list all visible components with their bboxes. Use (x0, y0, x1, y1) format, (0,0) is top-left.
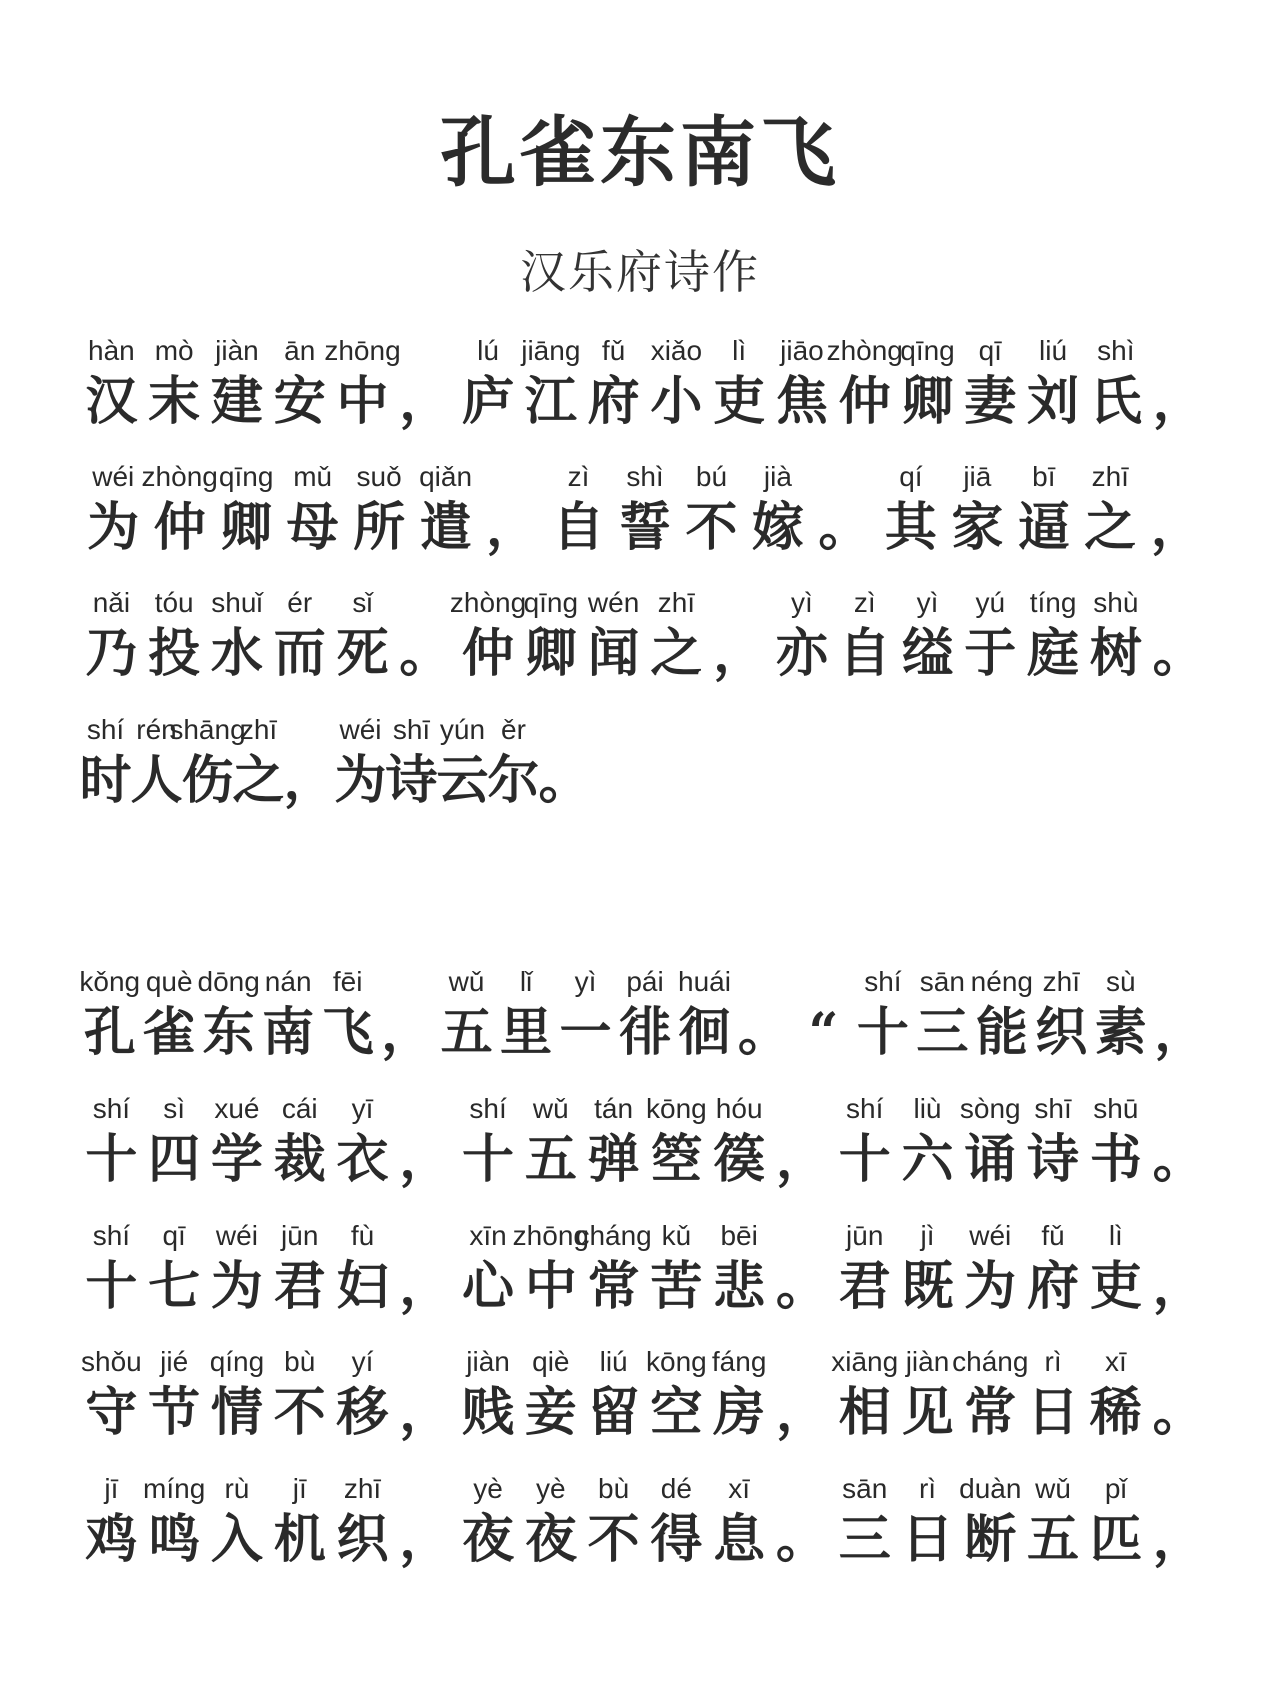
hanzi-character: 君 (838, 1256, 891, 1317)
pinyin-annotation: lì (1108, 1220, 1123, 1251)
pinyin-annotation: zhòng (141, 461, 218, 492)
pinyin-annotation: míng (143, 1473, 206, 1504)
punctuation-mark: 。 (818, 497, 871, 558)
pinyin-annotation: zì (567, 461, 590, 492)
poem-line (80, 714, 590, 824)
pinyin-annotation: mò (154, 335, 194, 366)
hanzi-character: 闻 (587, 623, 640, 684)
pinyin-annotation: dōng (197, 966, 260, 997)
hanzi-character: 节 (148, 1382, 201, 1443)
pinyin-annotation: nán (264, 966, 312, 997)
hanzi-character: 雀 (143, 1002, 196, 1063)
pinyin-annotation: bú (695, 461, 728, 492)
hanzi-character: 自 (838, 623, 891, 684)
hanzi-character: 常 (587, 1256, 640, 1317)
hanzi-character: 嫁 (751, 497, 804, 558)
page-title: 孔雀东南飞 (440, 108, 840, 197)
hanzi-character: 夜 (462, 1509, 515, 1570)
hanzi-character: 伤 (181, 750, 234, 811)
punctuation-mark: ， (381, 1002, 434, 1063)
pinyin-annotation: zhī (343, 1473, 382, 1504)
hanzi-character: 焦 (775, 371, 828, 432)
pinyin-annotation: zhī (657, 587, 696, 618)
hanzi-character: 逼 (1017, 497, 1070, 558)
pinyin-annotation: qīng (218, 461, 274, 492)
pinyin-annotation: jī (292, 1473, 307, 1504)
hanzi-character: 妾 (524, 1382, 577, 1443)
poem-line (80, 1093, 1210, 1203)
pinyin-annotation: jiàn (215, 335, 259, 366)
hanzi-character: 三 (916, 1002, 969, 1063)
hanzi-character: 孔 (83, 1002, 136, 1063)
hanzi-character: 人 (130, 750, 183, 811)
pinyin-annotation: yè (473, 1473, 503, 1504)
hanzi-character: 末 (148, 371, 201, 432)
pinyin-annotation: kōng (646, 1346, 707, 1377)
punctuation-mark: 。 (538, 750, 591, 811)
hanzi-character: 房 (713, 1382, 766, 1443)
punctuation-mark: ， (1150, 497, 1203, 558)
hanzi-character: 里 (500, 1002, 553, 1063)
hanzi-character: 断 (964, 1509, 1017, 1570)
pinyin-annotation: kōng (646, 1093, 707, 1124)
pinyin-annotation: xué (214, 1093, 260, 1124)
punctuation-mark: ， (399, 1129, 452, 1190)
pinyin-annotation: lú (477, 335, 499, 366)
pinyin-annotation: fù (350, 1220, 375, 1251)
pinyin-annotation: qiǎn (419, 461, 473, 492)
hanzi-character: 刘 (1027, 371, 1080, 432)
hanzi-character: 十 (85, 1129, 138, 1190)
hanzi-character: 织 (336, 1509, 389, 1570)
hanzi-character: 守 (85, 1382, 138, 1443)
hanzi-character: 日 (1027, 1382, 1080, 1443)
hanzi-character: 情 (210, 1382, 263, 1443)
hanzi-character: 小 (650, 371, 703, 432)
pinyin-annotation: liú (599, 1346, 628, 1377)
hanzi-character: 不 (587, 1509, 640, 1570)
hanzi-character: 于 (964, 623, 1017, 684)
pinyin-annotation: lǐ (519, 966, 533, 997)
pinyin-annotation: fǔ (1041, 1220, 1065, 1251)
hanzi-character: 五 (440, 1002, 493, 1063)
pinyin-annotation: sì (163, 1093, 186, 1124)
pinyin-annotation: shǒu (81, 1346, 142, 1377)
hanzi-character: 庐 (462, 371, 515, 432)
hanzi-character: 卿 (901, 371, 954, 432)
hanzi-character: 之 (1084, 497, 1137, 558)
pinyin-annotation: yì (916, 587, 939, 618)
hanzi-character: 妇 (336, 1256, 389, 1317)
hanzi-character: 家 (951, 497, 1004, 558)
pinyin-annotation: xī (728, 1473, 751, 1504)
pinyin-annotation: nǎi (92, 587, 131, 618)
pinyin-annotation: wǔ (532, 1093, 569, 1124)
hanzi-character: 亦 (775, 623, 828, 684)
hanzi-character: 机 (273, 1509, 326, 1570)
pinyin-annotation: jiāng (521, 335, 581, 366)
pinyin-annotation: tóu (154, 587, 194, 618)
pinyin-annotation: wǔ (448, 966, 485, 997)
hanzi-character: 入 (210, 1509, 263, 1570)
pinyin-annotation: jūn (281, 1220, 319, 1251)
hanzi-character: 织 (1035, 1002, 1088, 1063)
pinyin-annotation: zhòng (826, 335, 903, 366)
hanzi-character: 空 (650, 1382, 703, 1443)
hanzi-character: 贱 (462, 1382, 515, 1443)
hanzi-character: 为 (334, 750, 387, 811)
hanzi-character: 衣 (336, 1129, 389, 1190)
pinyin-annotation: shí (92, 1093, 131, 1124)
hanzi-character: 十 (462, 1129, 515, 1190)
punctuation-mark: ， (399, 1256, 452, 1317)
hanzi-character: 五 (1027, 1509, 1080, 1570)
hanzi-character: 仲 (462, 623, 515, 684)
hanzi-character: 相 (838, 1382, 891, 1443)
pinyin-annotation: néng (970, 966, 1033, 997)
hanzi-character: 云 (436, 750, 489, 811)
hanzi-character: 府 (1027, 1256, 1080, 1317)
punctuation-mark: ， (1152, 1256, 1205, 1317)
pinyin-annotation: zhī (1042, 966, 1080, 997)
hanzi-character: 素 (1094, 1002, 1147, 1063)
pinyin-annotation: jié (160, 1346, 189, 1377)
hanzi-character: 为 (964, 1256, 1017, 1317)
pinyin-annotation: bù (598, 1473, 630, 1504)
hanzi-character: 六 (901, 1129, 954, 1190)
punctuation-mark: 。 (399, 623, 452, 684)
pinyin-annotation: qíng (209, 1346, 265, 1377)
pinyin-annotation: fēi (332, 966, 363, 997)
punctuation-mark: ， (1152, 1509, 1205, 1570)
hanzi-character: 投 (148, 623, 201, 684)
hanzi-character: 而 (273, 623, 326, 684)
pinyin-annotation: jì (920, 1220, 935, 1251)
punctuation-mark: ， (486, 497, 539, 558)
pinyin-annotation: sòng (959, 1093, 1021, 1124)
pinyin-annotation: rì (918, 1473, 937, 1504)
hanzi-character: 尔 (487, 750, 540, 811)
pinyin-annotation: shí (92, 1220, 131, 1251)
punctuation-mark: ， (399, 1382, 452, 1443)
hanzi-character: 三 (838, 1509, 891, 1570)
hanzi-character: 稀 (1089, 1382, 1142, 1443)
page-subtitle: 汉乐府诗作 (520, 245, 760, 299)
hanzi-character: 树 (1089, 623, 1142, 684)
pinyin-annotation: qī (978, 335, 1002, 366)
pinyin-annotation: jiàn (466, 1346, 510, 1377)
hanzi-character: 不 (273, 1382, 326, 1443)
pinyin-annotation: bēi (720, 1220, 758, 1251)
pinyin-annotation: rén (136, 714, 177, 745)
pinyin-annotation: xī (1104, 1346, 1127, 1377)
pinyin-annotation: shù (1093, 587, 1139, 618)
pinyin-annotation: liú (1039, 335, 1068, 366)
hanzi-character: 南 (262, 1002, 315, 1063)
pinyin-annotation: wéi (339, 714, 382, 745)
pinyin-annotation: fáng (711, 1346, 767, 1377)
pinyin-annotation: tán (594, 1093, 634, 1124)
pinyin-annotation: wéi (969, 1220, 1012, 1251)
hanzi-character: 时 (79, 750, 132, 811)
pinyin-annotation: shū (1093, 1093, 1139, 1124)
hanzi-character: 氏 (1089, 371, 1142, 432)
pinyin-annotation: qí (899, 461, 923, 492)
pinyin-annotation: qīng (523, 587, 579, 618)
pinyin-annotation: huái (678, 966, 731, 997)
punctuation-mark: 。 (737, 1002, 790, 1063)
poem-line (80, 1473, 1210, 1583)
pinyin-annotation: yī (351, 1093, 374, 1124)
hanzi-character: 江 (524, 371, 577, 432)
pinyin-annotation: yú (975, 587, 1006, 618)
pinyin-annotation: bī (1032, 461, 1056, 492)
hanzi-character: 不 (685, 497, 738, 558)
punctuation-mark: ， (283, 750, 336, 811)
pinyin-annotation: xīn (469, 1220, 507, 1251)
hanzi-character: 飞 (321, 1002, 374, 1063)
hanzi-character: 苦 (650, 1256, 703, 1317)
pinyin-annotation: mǔ (293, 461, 333, 492)
pinyin-annotation: liù (913, 1093, 942, 1124)
pinyin-annotation: wéi (92, 461, 135, 492)
pinyin-annotation: jià (763, 461, 792, 492)
pinyin-annotation: shuǐ (211, 587, 263, 618)
pinyin-annotation: wén (587, 587, 640, 618)
punctuation-mark: 。 (1152, 623, 1205, 684)
hanzi-character: 悲 (713, 1256, 766, 1317)
hanzi-character: 之 (232, 750, 285, 811)
pinyin-annotation: yì (574, 966, 597, 997)
pinyin-annotation: zhōng (512, 1220, 589, 1251)
hanzi-character: 篌 (713, 1129, 766, 1190)
pinyin-annotation: duàn (959, 1473, 1022, 1504)
pinyin-annotation: ěr (501, 714, 526, 745)
hanzi-character: 诵 (964, 1129, 1017, 1190)
pinyin-annotation: yún (439, 714, 486, 745)
pinyin-annotation: zì (853, 587, 876, 618)
hanzi-character: 鸡 (85, 1509, 138, 1570)
punctuation-mark: “ (808, 1002, 839, 1063)
hanzi-character: 君 (273, 1256, 326, 1317)
pinyin-annotation: wǔ (1035, 1473, 1071, 1504)
hanzi-character: 所 (353, 497, 406, 558)
poem-line (80, 966, 1210, 1076)
pinyin-annotation: tíng (1029, 587, 1077, 618)
punctuation-mark: ， (775, 1129, 828, 1190)
punctuation-mark: ， (713, 623, 766, 684)
hanzi-character: 缢 (901, 623, 954, 684)
pinyin-annotation: ér (287, 587, 313, 618)
pinyin-annotation: sān (842, 1473, 888, 1504)
pinyin-annotation: yí (351, 1346, 374, 1377)
hanzi-character: 诗 (1027, 1129, 1080, 1190)
hanzi-character: 常 (964, 1382, 1017, 1443)
pinyin-annotation: jī (104, 1473, 119, 1504)
hanzi-character: 安 (273, 371, 326, 432)
hanzi-character: 日 (901, 1509, 954, 1570)
hanzi-character: 十 (856, 1002, 909, 1063)
pinyin-annotation: qiè (532, 1346, 570, 1377)
hanzi-character: 吏 (1089, 1256, 1142, 1317)
hanzi-character: 其 (884, 497, 937, 558)
hanzi-character: 移 (336, 1382, 389, 1443)
hanzi-character: 为 (210, 1256, 263, 1317)
hanzi-character: 既 (901, 1256, 954, 1317)
hanzi-character: 箜 (650, 1129, 703, 1190)
hanzi-character: 之 (650, 623, 703, 684)
pinyin-annotation: pǐ (1104, 1473, 1127, 1504)
pinyin-annotation: sān (919, 966, 965, 997)
pinyin-annotation: shí (846, 1093, 884, 1124)
pinyin-annotation: sù (1105, 966, 1136, 997)
punctuation-mark: ， (1152, 371, 1205, 432)
pinyin-annotation: jiāo (780, 335, 824, 366)
poem-line (80, 335, 1210, 445)
hanzi-character: 庭 (1027, 623, 1080, 684)
hanzi-character: 学 (210, 1129, 263, 1190)
pinyin-annotation: xiāng (831, 1346, 899, 1377)
pinyin-annotation: zhī (239, 714, 278, 745)
poem-line (80, 461, 1210, 571)
hanzi-character: 弹 (587, 1129, 640, 1190)
pinyin-annotation: qīng (900, 335, 955, 366)
pinyin-annotation: sǐ (352, 587, 373, 618)
hanzi-character: 死 (336, 623, 389, 684)
pinyin-annotation: yè (536, 1473, 566, 1504)
hanzi-character: 汉 (85, 371, 138, 432)
pinyin-annotation: rù (224, 1473, 250, 1504)
pinyin-annotation: zhī (1091, 461, 1129, 492)
hanzi-character: 誓 (618, 497, 672, 558)
pinyin-annotation: cái (281, 1093, 318, 1124)
hanzi-character: 鸣 (148, 1509, 201, 1570)
hanzi-character: 十 (838, 1129, 891, 1190)
hanzi-character: 东 (202, 1002, 255, 1063)
pinyin-annotation: cháng (575, 1220, 652, 1251)
hanzi-character: 水 (210, 623, 263, 684)
hanzi-character: 诗 (385, 750, 438, 811)
punctuation-mark: ， (399, 1509, 452, 1570)
hanzi-character: 徘 (618, 1002, 672, 1063)
pinyin-annotation: pái (626, 966, 664, 997)
punctuation-mark: ， (775, 1382, 828, 1443)
hanzi-character: 府 (587, 371, 640, 432)
hanzi-character: 四 (148, 1129, 201, 1190)
hanzi-character: 中 (524, 1256, 577, 1317)
hanzi-character: 乃 (85, 623, 138, 684)
pinyin-annotation: cháng (952, 1346, 1029, 1377)
pinyin-annotation: shī (1034, 1093, 1072, 1124)
poem-line (80, 1346, 1210, 1456)
hanzi-character: 卿 (220, 497, 273, 558)
hanzi-character: 仲 (153, 497, 206, 558)
pinyin-annotation: jiā (963, 461, 992, 492)
pinyin-annotation: jiàn (905, 1346, 950, 1377)
hanzi-character: 中 (336, 371, 389, 432)
hanzi-character: 七 (148, 1256, 201, 1317)
poem-line (80, 1220, 1210, 1330)
hanzi-character: 裁 (273, 1129, 326, 1190)
hanzi-character: 留 (587, 1382, 640, 1443)
pinyin-annotation: hóu (715, 1093, 763, 1124)
pinyin-annotation: dé (660, 1473, 692, 1504)
pinyin-annotation: shì (626, 461, 664, 492)
pinyin-annotation: shí (86, 714, 125, 745)
hanzi-character: 卿 (524, 623, 577, 684)
hanzi-character: 见 (901, 1382, 954, 1443)
hanzi-character: 徊 (678, 1002, 731, 1063)
hanzi-character: 母 (286, 497, 339, 558)
punctuation-mark: ， (1154, 1002, 1207, 1063)
hanzi-character: 能 (975, 1002, 1028, 1063)
hanzi-character: 建 (210, 371, 263, 432)
poem-line (80, 587, 1210, 697)
pinyin-annotation: shì (1097, 335, 1135, 366)
pinyin-annotation: kǔ (661, 1220, 692, 1251)
pinyin-annotation: kǒng (79, 966, 141, 997)
pinyin-annotation: xiǎo (650, 335, 703, 366)
pinyin-annotation: ān (284, 335, 316, 366)
punctuation-mark: 。 (1152, 1382, 1205, 1443)
pinyin-annotation: qī (162, 1220, 186, 1251)
punctuation-mark: ， (399, 371, 452, 432)
hanzi-character: 书 (1089, 1129, 1142, 1190)
hanzi-character: 息 (713, 1509, 766, 1570)
punctuation-mark: 。 (1152, 1129, 1205, 1190)
punctuation-mark: 。 (775, 1256, 828, 1317)
pinyin-annotation: shī (392, 714, 431, 745)
hanzi-character: 遣 (419, 497, 472, 558)
hanzi-character: 五 (524, 1129, 577, 1190)
hanzi-character: 夜 (524, 1509, 577, 1570)
pinyin-annotation: lì (732, 335, 747, 366)
pinyin-annotation: wéi (215, 1220, 258, 1251)
hanzi-character: 吏 (713, 371, 766, 432)
hanzi-character: 匹 (1089, 1509, 1142, 1570)
hanzi-character: 妻 (964, 371, 1017, 432)
hanzi-character: 十 (85, 1256, 138, 1317)
hanzi-character: 自 (552, 497, 605, 558)
pinyin-annotation: rì (1044, 1346, 1062, 1377)
pinyin-annotation: shí (469, 1093, 507, 1124)
hanzi-character: 仲 (838, 371, 891, 432)
pinyin-annotation: shāng (169, 714, 246, 745)
hanzi-character: 心 (462, 1256, 515, 1317)
hanzi-character: 为 (87, 497, 140, 558)
pinyin-annotation: yì (791, 587, 813, 618)
pinyin-annotation: jūn (846, 1220, 884, 1251)
pinyin-annotation: fǔ (601, 335, 626, 366)
pinyin-annotation: shí (864, 966, 902, 997)
hanzi-character: 得 (650, 1509, 703, 1570)
punctuation-mark: 。 (775, 1509, 828, 1570)
pinyin-annotation: què (145, 966, 193, 997)
pinyin-annotation: bù (284, 1346, 316, 1377)
pinyin-annotation: zhōng (324, 335, 401, 366)
pinyin-annotation: suǒ (356, 461, 402, 492)
pinyin-annotation: hàn (88, 335, 135, 366)
hanzi-character: 一 (559, 1002, 612, 1063)
pinyin-annotation: zhòng (449, 587, 527, 618)
